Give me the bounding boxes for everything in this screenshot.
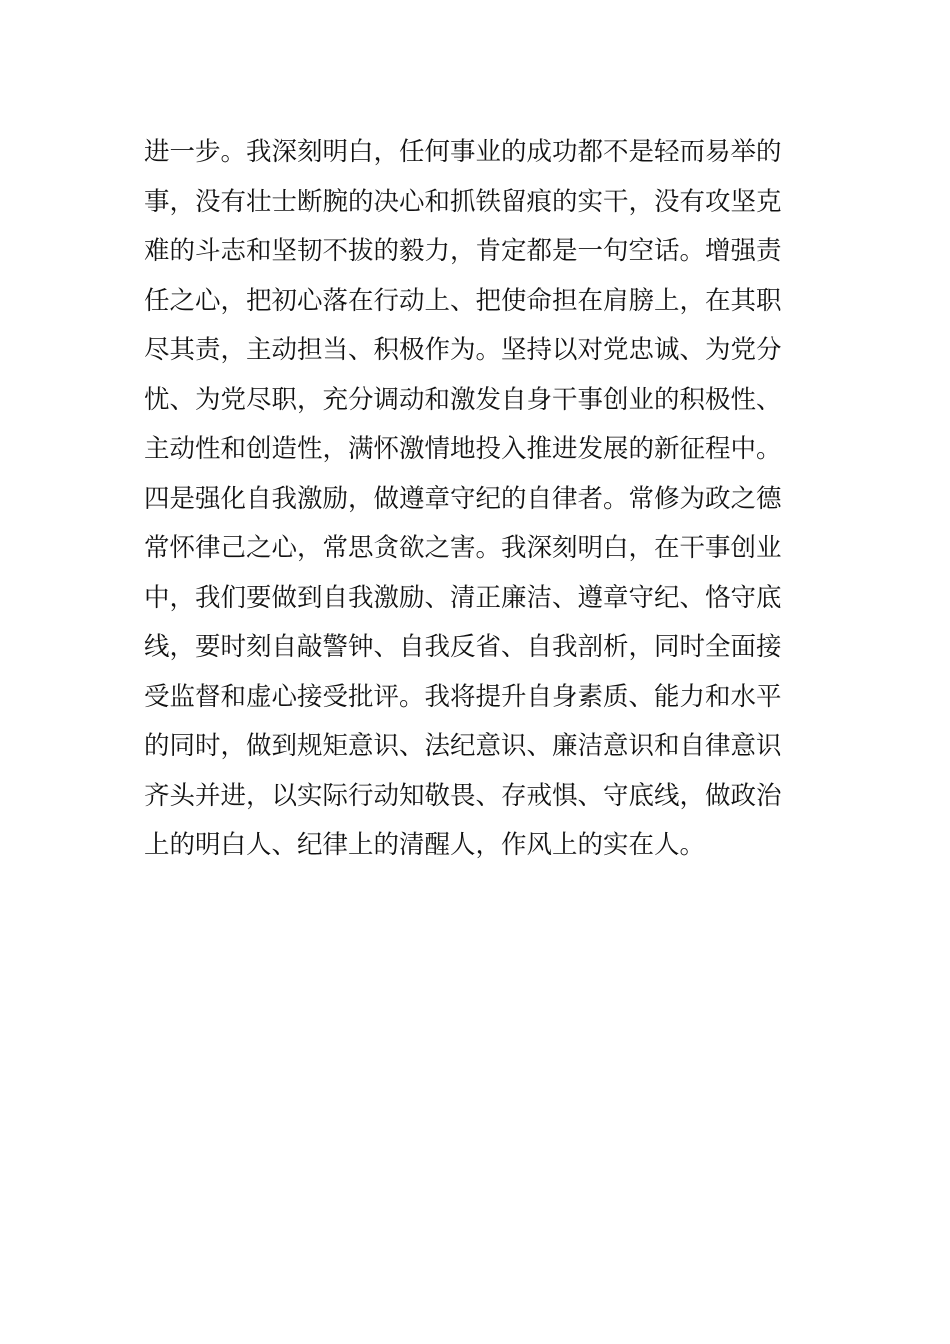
text-line: 线，要时刻自敲警钟、自我反省、自我剖析，同时全面接	[144, 632, 782, 662]
text-line: 中，我们要做到自我激励、清正廉洁、遵章守纪、恪守底	[144, 582, 782, 613]
text-line: 难的斗志和坚韧不拔的毅力，肯定都是一句空话。增强责	[144, 236, 782, 266]
text-line: 四是强化自我激励，做遵章守纪的自律者。常修为政之德	[144, 483, 782, 514]
text-line: 主动性和创造性，满怀激情地投入推进发展的新征程中。	[144, 434, 782, 464]
text-line: 尽其责，主动担当、积极作为。坚持以对党忠诚、为党分	[144, 335, 782, 365]
text-line: 任之心，把初心落在行动上、把使命担在肩膀上，在其职	[144, 285, 782, 316]
text-line: 的同时，做到规矩意识、法纪意识、廉洁意识和自律意识	[144, 731, 782, 761]
text-line: 事，没有壮士断腕的决心和抓铁留痕的实干，没有攻坚克	[144, 186, 782, 217]
text-line: 常怀律己之心，常思贪欲之害。我深刻明白，在干事创业	[144, 533, 782, 563]
text-line: 上的明白人、纪律上的清醒人，作风上的实在人。	[144, 830, 706, 860]
text-line: 齐头并进，以实际行动知敬畏、存戒惧、守底线，做政治	[144, 780, 782, 811]
text-line: 受监督和虚心接受批评。我将提升自身素质、能力和水平	[144, 681, 782, 712]
body-text	[144, 128, 810, 871]
text-line: 忧、为党尽职，充分调动和激发自身干事创业的积极性、	[144, 384, 782, 415]
text-line: 进一步。我深刻明白，任何事业的成功都不是轻而易举的	[144, 137, 782, 167]
